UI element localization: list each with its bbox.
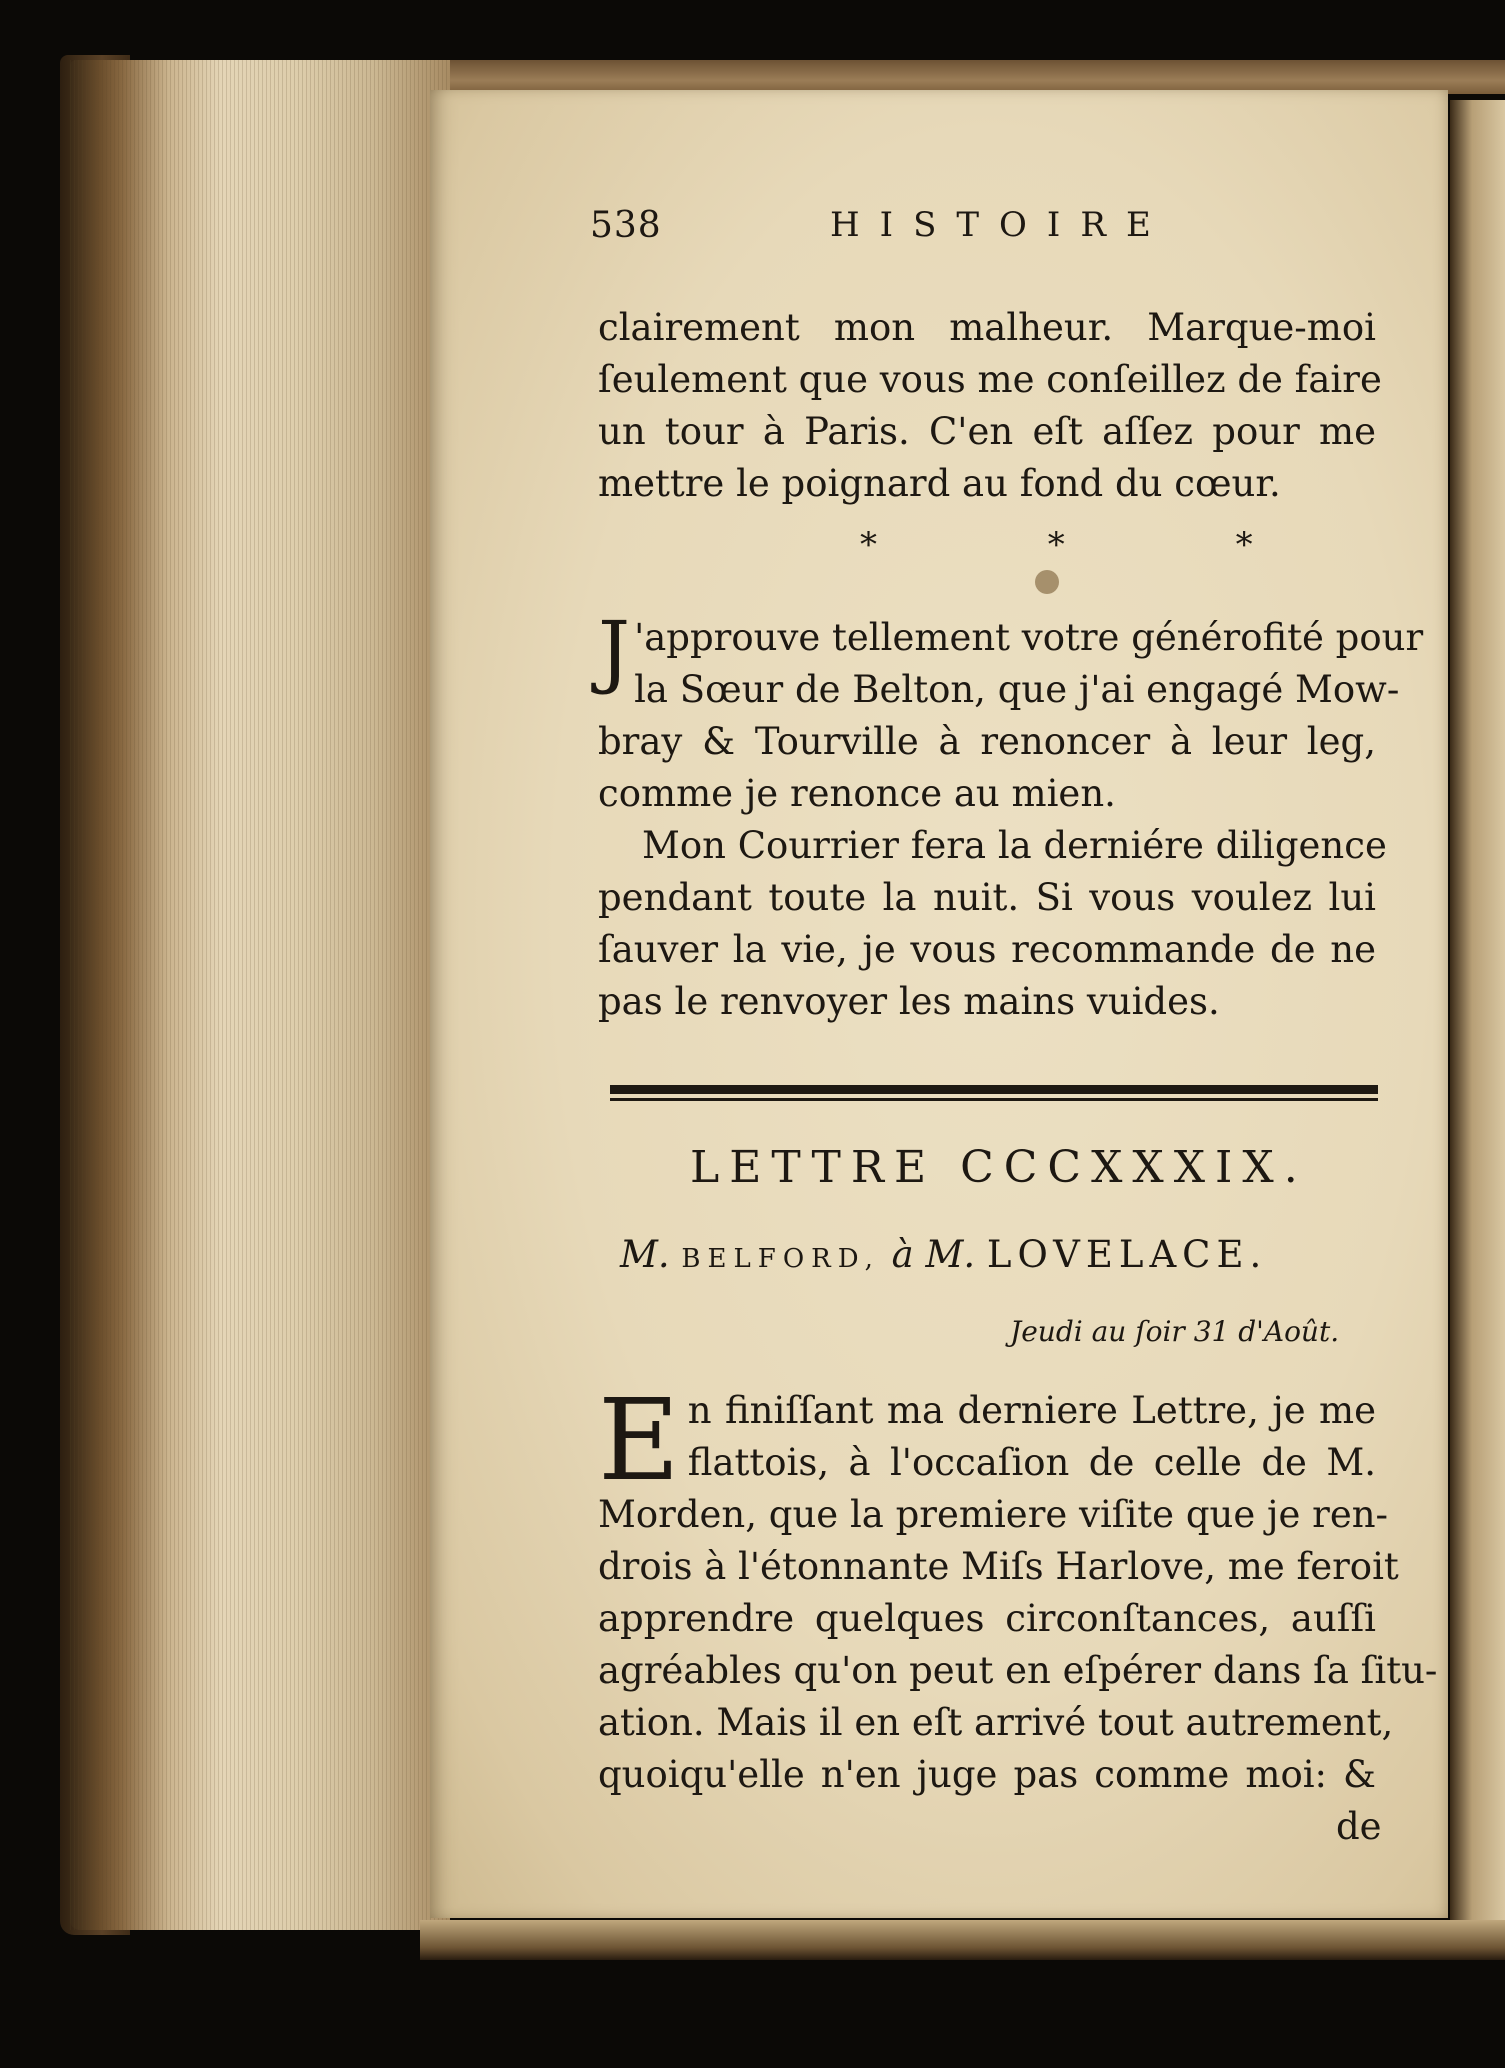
text-line: pas le renvoyer les mains vuides. [598, 980, 1220, 1023]
text-line: agréables qu'on peut en eſpérer dans ſa ſitu- [598, 1649, 1438, 1692]
text-line: bray & Tourville à renoncer à leur leg, [598, 720, 1376, 763]
page-number: 538 [590, 205, 662, 246]
text-line: mettre le poignard au fond du cœur. [598, 462, 1281, 505]
text-line: pendant toute la nuit. Si vous voulez lui [598, 876, 1376, 919]
salutation-from-title: M. [620, 1233, 670, 1276]
text-line: 'approuve tellement votre générofité pour [634, 616, 1424, 659]
ink-stain [1035, 570, 1059, 594]
letter-heading: LETTRE CCCXXXIX. [690, 1142, 1308, 1193]
text-line: la Sœur de Belton, que j'ai engagé Mow- [634, 668, 1400, 711]
page-block-edge [70, 60, 450, 1930]
text-line: ation. Mais il en eſt arrivé tout autrement, [598, 1701, 1394, 1744]
salutation-from-name: BELFORD, [681, 1244, 880, 1274]
text-line: drois à l'étonnante Miſs Harlove, me feroit [598, 1545, 1399, 1588]
drop-initial: J [598, 604, 631, 697]
section-separator-stars: * * * [860, 525, 1333, 565]
double-rule-thick [610, 1085, 1378, 1094]
salutation-to-title: M. [925, 1233, 976, 1276]
text-line: ſauver la vie, je vous recommande de ne [598, 928, 1376, 971]
letter-date: Jeudi au ſoir 31 d'Août. [1010, 1315, 1340, 1348]
letter-body [598, 1376, 1438, 1801]
drop-initial: E [598, 1376, 680, 1506]
book-bottom-edge [420, 1920, 1505, 1960]
text-line: Mon Courrier fera la derniére diligence [642, 824, 1387, 867]
text-line: n finiſſant ma derniere Lettre, je me [687, 1389, 1376, 1432]
facing-page-edge [1450, 100, 1505, 1920]
text-line: apprendre quelques circonſtances, auſſi [598, 1597, 1376, 1640]
text-line: quoiqu'elle n'en juge pas comme moi: & [598, 1753, 1376, 1796]
text-line: Morden, que la premiere viſite que je ren- [598, 1493, 1389, 1536]
running-head: HISTOIRE [830, 205, 1171, 245]
salutation-to-name: LOVELACE. [986, 1233, 1268, 1276]
text-line: un tour à Paris. C'en eſt aſſez pour me [598, 410, 1376, 453]
text-line: clairement mon malheur. Marque-moi [598, 306, 1376, 349]
text-line: ſeulement que vous me conſeillez de faire [598, 358, 1382, 401]
letter-salutation [620, 1233, 1267, 1276]
text-line: flattois, à l'occaſion de celle de M. [687, 1441, 1376, 1484]
salutation-to-word: à [891, 1233, 914, 1276]
catchword: de [1336, 1805, 1382, 1848]
paragraph-continuation [598, 302, 1382, 510]
paragraph-postscript [598, 604, 1424, 1028]
double-rule-thin [610, 1098, 1378, 1101]
text-line: comme je renonce au mien. [598, 772, 1116, 815]
